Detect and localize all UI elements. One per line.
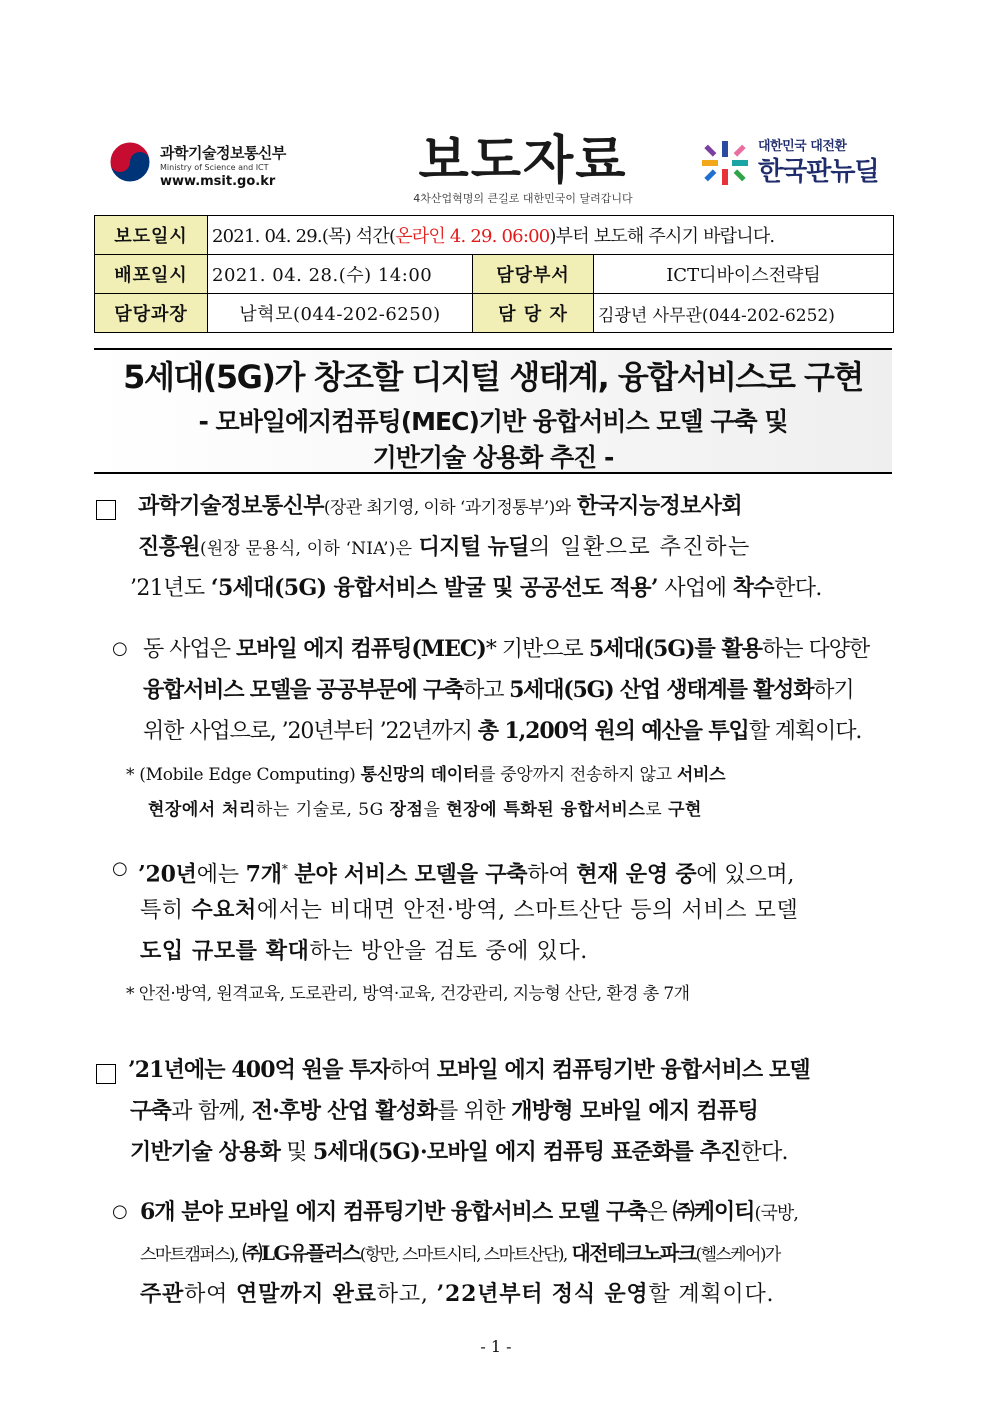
c1-l2-t2: 하기	[813, 678, 854, 703]
s1-l2-t2: 의 일환으로 추진하는	[528, 535, 751, 560]
s2-l2-b1: 구축	[130, 1098, 172, 1124]
c1-l3-b1: 총 1,200억 원의 예산을 투입	[477, 718, 749, 744]
c3-line-3	[140, 1274, 774, 1315]
c2-l1-t4: 에 있으며,	[696, 862, 795, 888]
page-number: - 1 -	[480, 1337, 512, 1356]
c1-l3-t1: 위한 사업으로, ’20년부터 ’22년까지	[143, 719, 472, 744]
s1-line-3	[130, 568, 822, 609]
c1-l2-t1: 하고	[463, 678, 504, 703]
headline-box	[94, 348, 892, 474]
s2-l2-b3: 개방형 모바일 에지 컴퓨팅	[511, 1098, 759, 1124]
staff-value: 김광년 사무관(044-202-6252)	[594, 294, 894, 333]
n1-l1-t1: * (Mobile Edge Computing)	[126, 765, 356, 785]
c2-l2-t1: 특히	[140, 898, 184, 923]
c1-line-2	[143, 670, 853, 711]
s2-l2-t1: 과 함께,	[171, 1099, 246, 1124]
c3-l3-b3: ’22년부터 정식 운영	[436, 1281, 649, 1307]
circle-bullet-icon: ○	[112, 1201, 128, 1222]
n1-l2-b1: 현장에서 처리	[148, 800, 256, 820]
c2-l1-b1: ’20년	[138, 861, 197, 888]
ministry-en: Ministry of Science and ICT	[160, 163, 269, 172]
msit-logo	[108, 136, 298, 192]
s1-l1-b1: 과학기술정보통신부	[138, 493, 324, 519]
s1-l3-b1: ‘5세대(5G) 융합서비스 발굴 및 공공선도 적용’	[210, 575, 658, 601]
n1-line-1	[126, 759, 725, 792]
c3-l2-t2: (항만, 스마트시티, 스마트산단),	[359, 1245, 567, 1265]
c3-l2-b1: ㈜LG유플러스	[242, 1241, 360, 1265]
headline-sub-2: 기반기술 상용화 추진 -	[372, 443, 614, 472]
s2-l2-t2: 를 위한	[436, 1099, 505, 1124]
newdeal-logo	[700, 133, 890, 193]
dist-label: 배포일시	[95, 255, 208, 294]
s1-l1-t1: (장관 최기영, 이하 ‘과기정통부’)와	[323, 498, 571, 518]
s1-l2-b2: 디지털 뉴딜	[418, 534, 529, 560]
c2-l1-t1: 에는	[196, 862, 239, 888]
n1-l2-t3: 로	[645, 800, 663, 820]
c3-l1-t1: 은	[646, 1200, 667, 1225]
release-value	[208, 216, 894, 255]
n1-l1-t2: 를 중앙까지 전송하지 않고	[479, 765, 672, 785]
release-value-b: )부터 보도해 주시기 바랍니다.	[549, 226, 775, 247]
c1-line-1	[143, 629, 869, 670]
dept-label: 담당부서	[473, 255, 594, 294]
taegeuk-emblem-icon	[108, 140, 152, 184]
c1-l1-b2: 5세대(5G)를 활용	[588, 636, 762, 662]
c3-l3-t1: 하여	[184, 1282, 229, 1307]
c1-l1-t1: 동 사업은	[143, 637, 231, 662]
n1-l1-b2: 서비스	[676, 765, 726, 785]
table-row	[95, 294, 894, 333]
ministry-url[interactable]: www.msit.go.kr	[160, 174, 276, 189]
headline-title: 5세대(5G)가 창조할 디지털 생태계, 융합서비스로 구현	[123, 358, 863, 396]
c3-line-2	[140, 1233, 780, 1276]
s2-line-3	[130, 1132, 788, 1173]
dist-value: 2021. 04. 28.(수) 14:00	[208, 255, 473, 294]
s2-line-1	[128, 1050, 810, 1091]
newdeal-top: 대한민국 대전환	[758, 139, 847, 154]
c3-l1-t2: (국방,	[754, 1203, 799, 1224]
staff-label: 담 당 자	[473, 294, 594, 333]
c2-l3-b1: 도입 규모를 확대	[140, 938, 310, 964]
s1-l3-t1: ’21년도	[130, 576, 205, 601]
c1-l2-b2: 5세대(5G) 산업 생태계를 활성화	[509, 677, 814, 703]
newdeal-star-icon	[700, 139, 750, 187]
s2-l3-b1: 기반기술 상용화	[130, 1139, 281, 1165]
n1-line-2	[148, 794, 702, 827]
s1-l2-b1: 진흥원	[138, 534, 200, 560]
c1-line-3	[143, 711, 861, 752]
n1-l2-b4: 구현	[668, 800, 702, 820]
c2-l1-b3: 분야 서비스 모델을 구축	[294, 861, 528, 888]
n1-l2-b2: 장점	[389, 800, 424, 820]
c3-l1-b2: ㈜케이티	[672, 1199, 755, 1225]
circle-bullet-icon: ○	[112, 638, 128, 659]
s2-l3-t1: 및	[286, 1140, 307, 1165]
s2-l1-b2: 모바일 에지 컴퓨팅기반 융합서비스 모델	[436, 1057, 810, 1083]
c1-l1-t3: 하는 다양한	[761, 637, 870, 662]
s2-line-2	[130, 1091, 758, 1132]
s1-l2-t1: (원장 문용식, 이하 ‘NIA’)은	[199, 539, 413, 559]
circle-bullet-icon: ○	[112, 858, 128, 879]
n1-l2-b3: 현장에 특화된 융합서비스	[446, 800, 646, 820]
n2-line-1: * 안전·방역, 원격교육, 도로관리, 방역·교육, 건강관리, 지능형 산단, 환경 총 7개	[126, 984, 690, 1004]
manager-label: 담당과장	[95, 294, 208, 333]
c3-l3-b2: 연말까지 완료	[236, 1281, 377, 1307]
c1-l1-b1: 모바일 에지 컴퓨팅(MEC)	[236, 636, 486, 662]
c2-l1-b2: 7개	[245, 861, 282, 888]
square-bullet-icon	[96, 1064, 116, 1084]
s2-l2-b2: 전·후방 산업 활성화	[251, 1098, 437, 1124]
c3-l1-b1: 6개 분야 모바일 에지 컴퓨팅기반 융합서비스 모델 구축	[140, 1199, 647, 1225]
n1-l1-b1: 통신망의 데이터	[360, 765, 480, 785]
dept-value: ICT디바이스전략팀	[594, 255, 894, 294]
s1-line-1	[138, 486, 742, 529]
s2-l3-t2: 한다.	[740, 1140, 788, 1165]
c2-line-3	[140, 931, 588, 972]
c1-l3-t2: 할 계획이다.	[748, 719, 862, 744]
s2-l1-t1: 하여	[389, 1058, 431, 1083]
doc-title: 보도자료	[418, 131, 628, 191]
table-row	[95, 216, 894, 255]
table-row	[95, 255, 894, 294]
release-info-table	[94, 215, 894, 333]
slogan: 4차산업혁명의 큰길로 대한민국이 달려갑니다	[413, 192, 633, 205]
c2-l1-b4: 현재 운영 중	[576, 861, 697, 888]
c2-line-2	[140, 890, 798, 931]
s1-l3-t3: 한다.	[774, 576, 822, 601]
s2-l1-b1: ’21년에는 400억 원을 투자	[128, 1057, 390, 1083]
c3-line-1	[140, 1192, 798, 1234]
s1-l1-b2: 한국지능정보사회	[576, 493, 743, 519]
square-bullet-icon	[96, 500, 116, 520]
c1-l1-t2: * 기반으로	[485, 637, 583, 662]
c3-l3-b1: 주관	[140, 1281, 185, 1307]
release-value-a: 2021. 04. 29.(목) 석간(	[212, 226, 396, 247]
n1-l2-t1: 하는 기술로, 5G	[255, 800, 384, 820]
s1-l3-b2: 착수	[732, 575, 775, 601]
s1-l3-t2: 사업에	[664, 576, 727, 601]
c3-l3-t3: 할 계획이다.	[648, 1282, 775, 1307]
c2-l3-t1: 하는 방안을 검토 중에 있다.	[309, 939, 588, 964]
release-label: 보도일시	[95, 216, 208, 255]
c2-l1-t2: *	[281, 862, 288, 876]
n1-l2-t2: 을	[423, 800, 441, 820]
c2-l1-t3: 하여	[527, 862, 570, 888]
release-value-online: 온라인 4. 29. 06:00	[395, 226, 550, 247]
s2-l3-b2: 5세대(5G)·모바일 에지 컴퓨팅 표준화를 추진	[312, 1139, 741, 1165]
c3-l2-t1: 스마트캠퍼스),	[140, 1245, 238, 1265]
c3-l2-t3: (헬스케어)가	[695, 1245, 780, 1265]
c2-l2-b1: 수요처	[191, 897, 257, 923]
manager-value: 남혁모(044-202-6250)	[208, 294, 473, 333]
headline-sub-1: - 모바일에지컴퓨팅(MEC)기반 융합서비스 모델 구축 및	[198, 407, 788, 436]
c2-line-1	[138, 849, 794, 895]
newdeal-main: 한국판뉴딜	[758, 157, 879, 187]
s1-line-2	[138, 527, 751, 570]
c3-l3-t2: 하고,	[376, 1282, 429, 1307]
ministry-name: 과학기술정보통신부	[160, 144, 286, 162]
c2-l2-t2: 에서는 비대면 안전·방역, 스마트산단 등의 서비스 모델	[256, 898, 799, 923]
c1-l2-b1: 융합서비스 모델을 공공부문에 구축	[143, 677, 464, 703]
c3-l2-b2: 대전테크노파크	[571, 1241, 696, 1265]
